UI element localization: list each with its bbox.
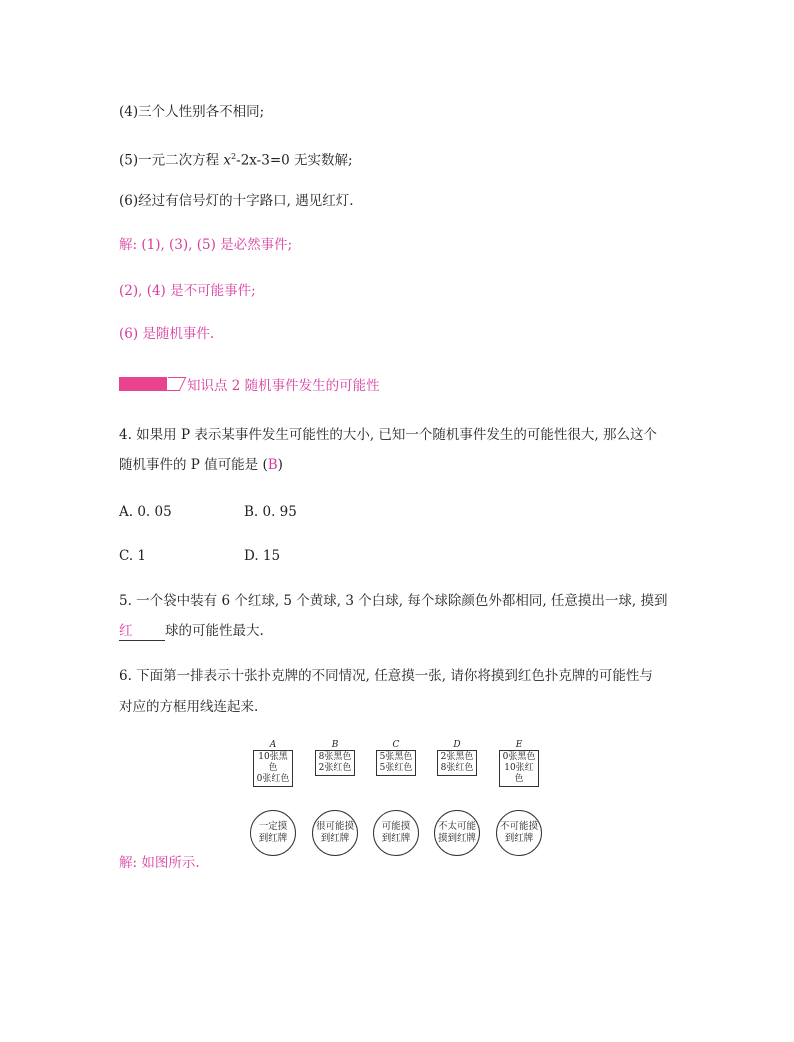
q6-line-2: 对应的方框用线连起来. <box>119 699 259 715</box>
card-line-1: 5张黑色 <box>379 752 413 762</box>
q3-item-6: (6)经过有信号灯的十字路口, 遇见红灯. <box>119 193 354 209</box>
card-box <box>376 750 416 776</box>
circle-line-2: 到红牌 <box>504 833 534 844</box>
card-line-1: 8张黑色 <box>318 752 352 762</box>
circle-impossible <box>496 810 542 856</box>
q4-close-paren: ) <box>277 457 283 473</box>
q4-option-c: C. 1 <box>119 548 147 564</box>
q4-answer: B <box>267 457 278 473</box>
q3-item-5-post: -2x-3=0 无实数解; <box>236 152 353 169</box>
card-box <box>253 750 293 787</box>
q5-answer: 红 <box>119 623 133 639</box>
circle-line-2: 到红牌 <box>258 833 288 844</box>
q4-line-1: 4. 如果用 P 表示某事件发生可能性的大小, 已知一个随机事件发生的可能性很大, 那么这个 <box>119 427 658 443</box>
q6-answer: 解: 如图所示. <box>119 855 200 871</box>
q3-item-4: (4)三个人性别各不相同; <box>119 104 265 120</box>
section-banner <box>119 376 380 392</box>
card-line-1: 10张黑色 <box>258 752 288 773</box>
circle-unlikely <box>434 810 480 856</box>
q4-line-2 <box>119 456 283 474</box>
variable-x: x <box>223 152 232 169</box>
card-line-1: 2张黑色 <box>440 752 474 762</box>
card-b <box>315 740 355 776</box>
circle-line-2: 到红牌 <box>320 833 350 844</box>
card-box <box>499 750 539 787</box>
circle-line-1: 一定摸 <box>258 821 288 832</box>
q4-option-a: A. 0. 05 <box>119 504 172 520</box>
q5-line-1: 5. 一个袋中装有 6 个红球, 5 个黄球, 3 个白球, 每个球除颜色外都相同, 任意摸出一球, 摸到 <box>119 593 668 609</box>
circle-text <box>500 821 538 845</box>
card-line-2: 5张红色 <box>379 763 413 773</box>
circle-certain <box>250 810 296 856</box>
card-line-2: 10张红色 <box>504 763 534 784</box>
q4-option-b: B. 0. 95 <box>244 504 297 520</box>
circle-line-1: 可能摸 <box>381 821 411 832</box>
card-letter: D <box>453 740 461 750</box>
q4-line-2-text: 随机事件的 P 值可能是 ( <box>119 457 268 473</box>
circle-text <box>259 821 288 845</box>
circle-line-1: 不可能摸 <box>499 821 538 832</box>
card-letter: C <box>392 740 400 750</box>
q5-answer-blank <box>119 622 165 641</box>
card-letter: E <box>515 740 523 750</box>
card-box <box>315 750 355 776</box>
q3-answer-line-3: (6) 是随机事件. <box>119 326 215 342</box>
card-c <box>376 740 416 776</box>
q5-line-2 <box>119 622 264 641</box>
card-line-1: 0张黑色 <box>502 752 536 762</box>
circle-line-2: 摸到红牌 <box>437 833 476 844</box>
card-line-2: 8张红色 <box>440 763 474 773</box>
circle-line-1: 不太可能 <box>437 821 476 832</box>
card-a <box>253 740 293 787</box>
circle-text <box>316 821 354 845</box>
card-line-2: 0张红色 <box>256 774 290 784</box>
card-letter: B <box>331 740 339 750</box>
circle-possible <box>373 810 419 856</box>
circle-text <box>382 821 411 845</box>
banner-bar <box>119 377 167 391</box>
circle-line-2: 到红牌 <box>381 833 411 844</box>
card-box <box>437 750 477 776</box>
q3-answer-line-1: 解: (1), (3), (5) 是必然事件; <box>119 237 293 253</box>
exponent: 2 <box>231 152 237 161</box>
card-line-2: 2张红色 <box>318 763 352 773</box>
section-title: 知识点 2 随机事件发生的可能性 <box>187 378 380 394</box>
circle-very-likely <box>312 810 358 856</box>
q6-line-1: 6. 下面第一排表示十张扑克牌的不同情况, 任意摸一张, 请你将摸到红色扑克牌的可能性与 <box>119 668 653 684</box>
card-e <box>499 740 539 787</box>
q3-answer-line-2: (2), (4) 是不可能事件; <box>119 283 256 299</box>
q3-item-5-pre: (5)一元二次方程 <box>119 152 224 169</box>
card-d <box>437 740 477 776</box>
circle-line-1: 很可能摸 <box>315 821 354 832</box>
q3-item-5 <box>119 148 353 170</box>
q5-line-2-text: 球的可能性最大. <box>165 623 264 639</box>
q4-option-d: D. 15 <box>244 548 281 564</box>
card-letter: A <box>269 740 277 750</box>
circle-text <box>438 821 476 845</box>
